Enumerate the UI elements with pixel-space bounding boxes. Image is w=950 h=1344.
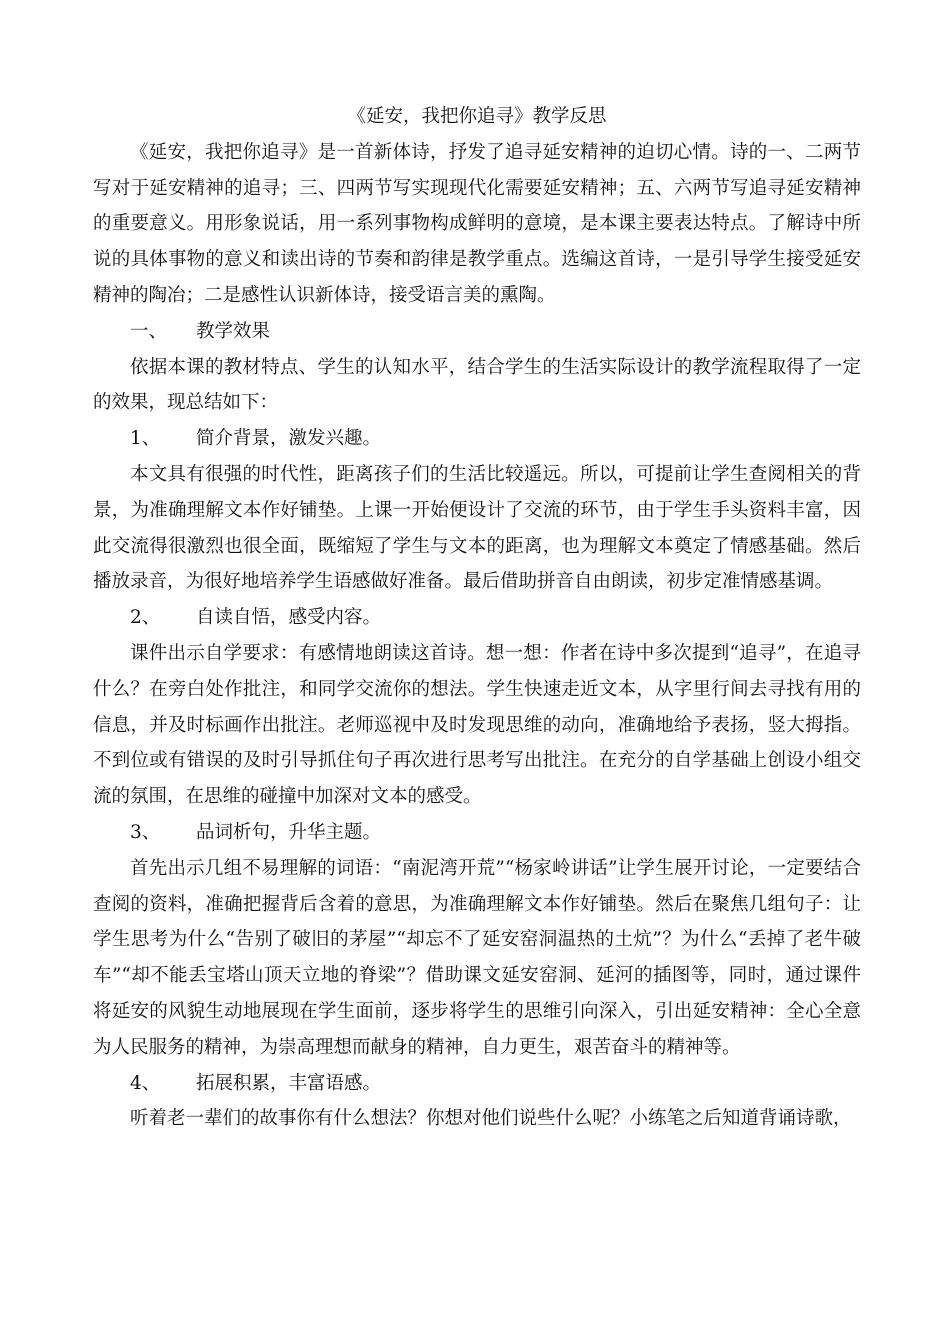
item-heading-text: 自读自悟，感受内容。 [196,607,382,629]
document-title: 《延安，我把你追寻》教学反思 [347,106,607,127]
item-paragraph-3: 首先出示几组不易理解的词语：“南泥湾开荒”“杨家岭讲话”让学生展开讨论，一定要结合查阅的资料，准确把握背后含着的意思，为准确理解文本作好铺垫。然后在聚焦几组句子：让学生思考为什么“告别了破旧的茅屋”“却忘不了延安窑洞温热的土炕”？为什么“丢掉了老牛破车”“却不能丢宝塔山顶天立地的脊梁”？借助课文延安窑洞、延河的插图等，同时，通过课件将延安的风貌生动地展现在学生面前，逐步将学生的思维引向深入，引出延安精神：全心全意为人民服务的精神，为崇高理想而献身的精神，自力更生，艰苦奋斗的精神等。 [93,857,861,1058]
item-number: 4、 [130,1072,161,1094]
item-paragraph-4: 听着老一辈们的故事你有什么想法？你想对他们说些什么呢？小练笔之后知道背诵诗歌， [130,1108,852,1130]
item-heading-text: 简介背景，激发兴趣。 [196,428,382,450]
item-heading-1 [93,421,861,457]
item-heading-4 [93,1066,861,1102]
document-body [93,99,861,1137]
item-paragraph-1: 本文具有很强的时代性，距离孩子们的生活比较遥远。所以，可提前让学生查阅相关的背景，为准确理解文本作好铺垫。上课一开始便设计了交流的环节，由于学生手头资料丰富，因此交流得很激烈也很全面，既缩短了学生与文本的距离，也为理解文本奠定了情感基础。然后播放录音，为很好地培养学生语感做好准备。最后借助拼音自由朗读，初步定准情感基调。 [93,463,861,593]
section-heading-text: 教学效果 [196,320,271,342]
section-heading-effects [93,314,861,350]
item-paragraph-2: 课件出示自学要求：有感情地朗读这首诗。想一想：作者在诗中多次提到“追寻”，在追寻什么？在旁白处作批注，和同学交流你的想法。学生快速走近文本，从字里行间去寻找有用的信息，并及时标画作出批注。老师巡视中及时发现思维的动向，准确地给予表扬，竖大拇指。不到位或有错误的及时引导抓住句子再次进行思考写出批注。在充分的自学基础上创设小组交流的氛围，在思维的碰撞中加深对文本的感受。 [93,642,861,808]
item-heading-2 [93,600,861,636]
item-heading-text: 品词析句，升华主题。 [196,821,382,843]
item-number: 1、 [130,428,161,450]
item-number: 3、 [130,821,161,843]
item-number: 2、 [130,607,161,629]
item-heading-text: 拓展积累，丰富语感。 [196,1072,382,1094]
section-paragraph: 依据本课的教材特点、学生的认知水平，结合学生的生活实际设计的教学流程取得了一定的效果，现总结如下： [93,356,861,414]
section-number: 一、 [130,320,168,342]
item-heading-3 [93,815,861,851]
intro-paragraph: 《延安，我把你追寻》是一首新体诗，抒发了追寻延安精神的迫切心情。诗的一、二两节写对于延安精神的追寻；三、四两节写实现现代化需要延安精神；五、六两节写追寻延安精神的重要意义。用形象说话，用一系列事物构成鲜明的意境，是本课主要表达特点。了解诗中所说的具体事物的意义和读出诗的节奏和韵律是教学重点。选编这首诗，一是引导学生接受延安精神的陶冶；二是感性认识新体诗，接受语言美的熏陶。 [93,141,861,306]
